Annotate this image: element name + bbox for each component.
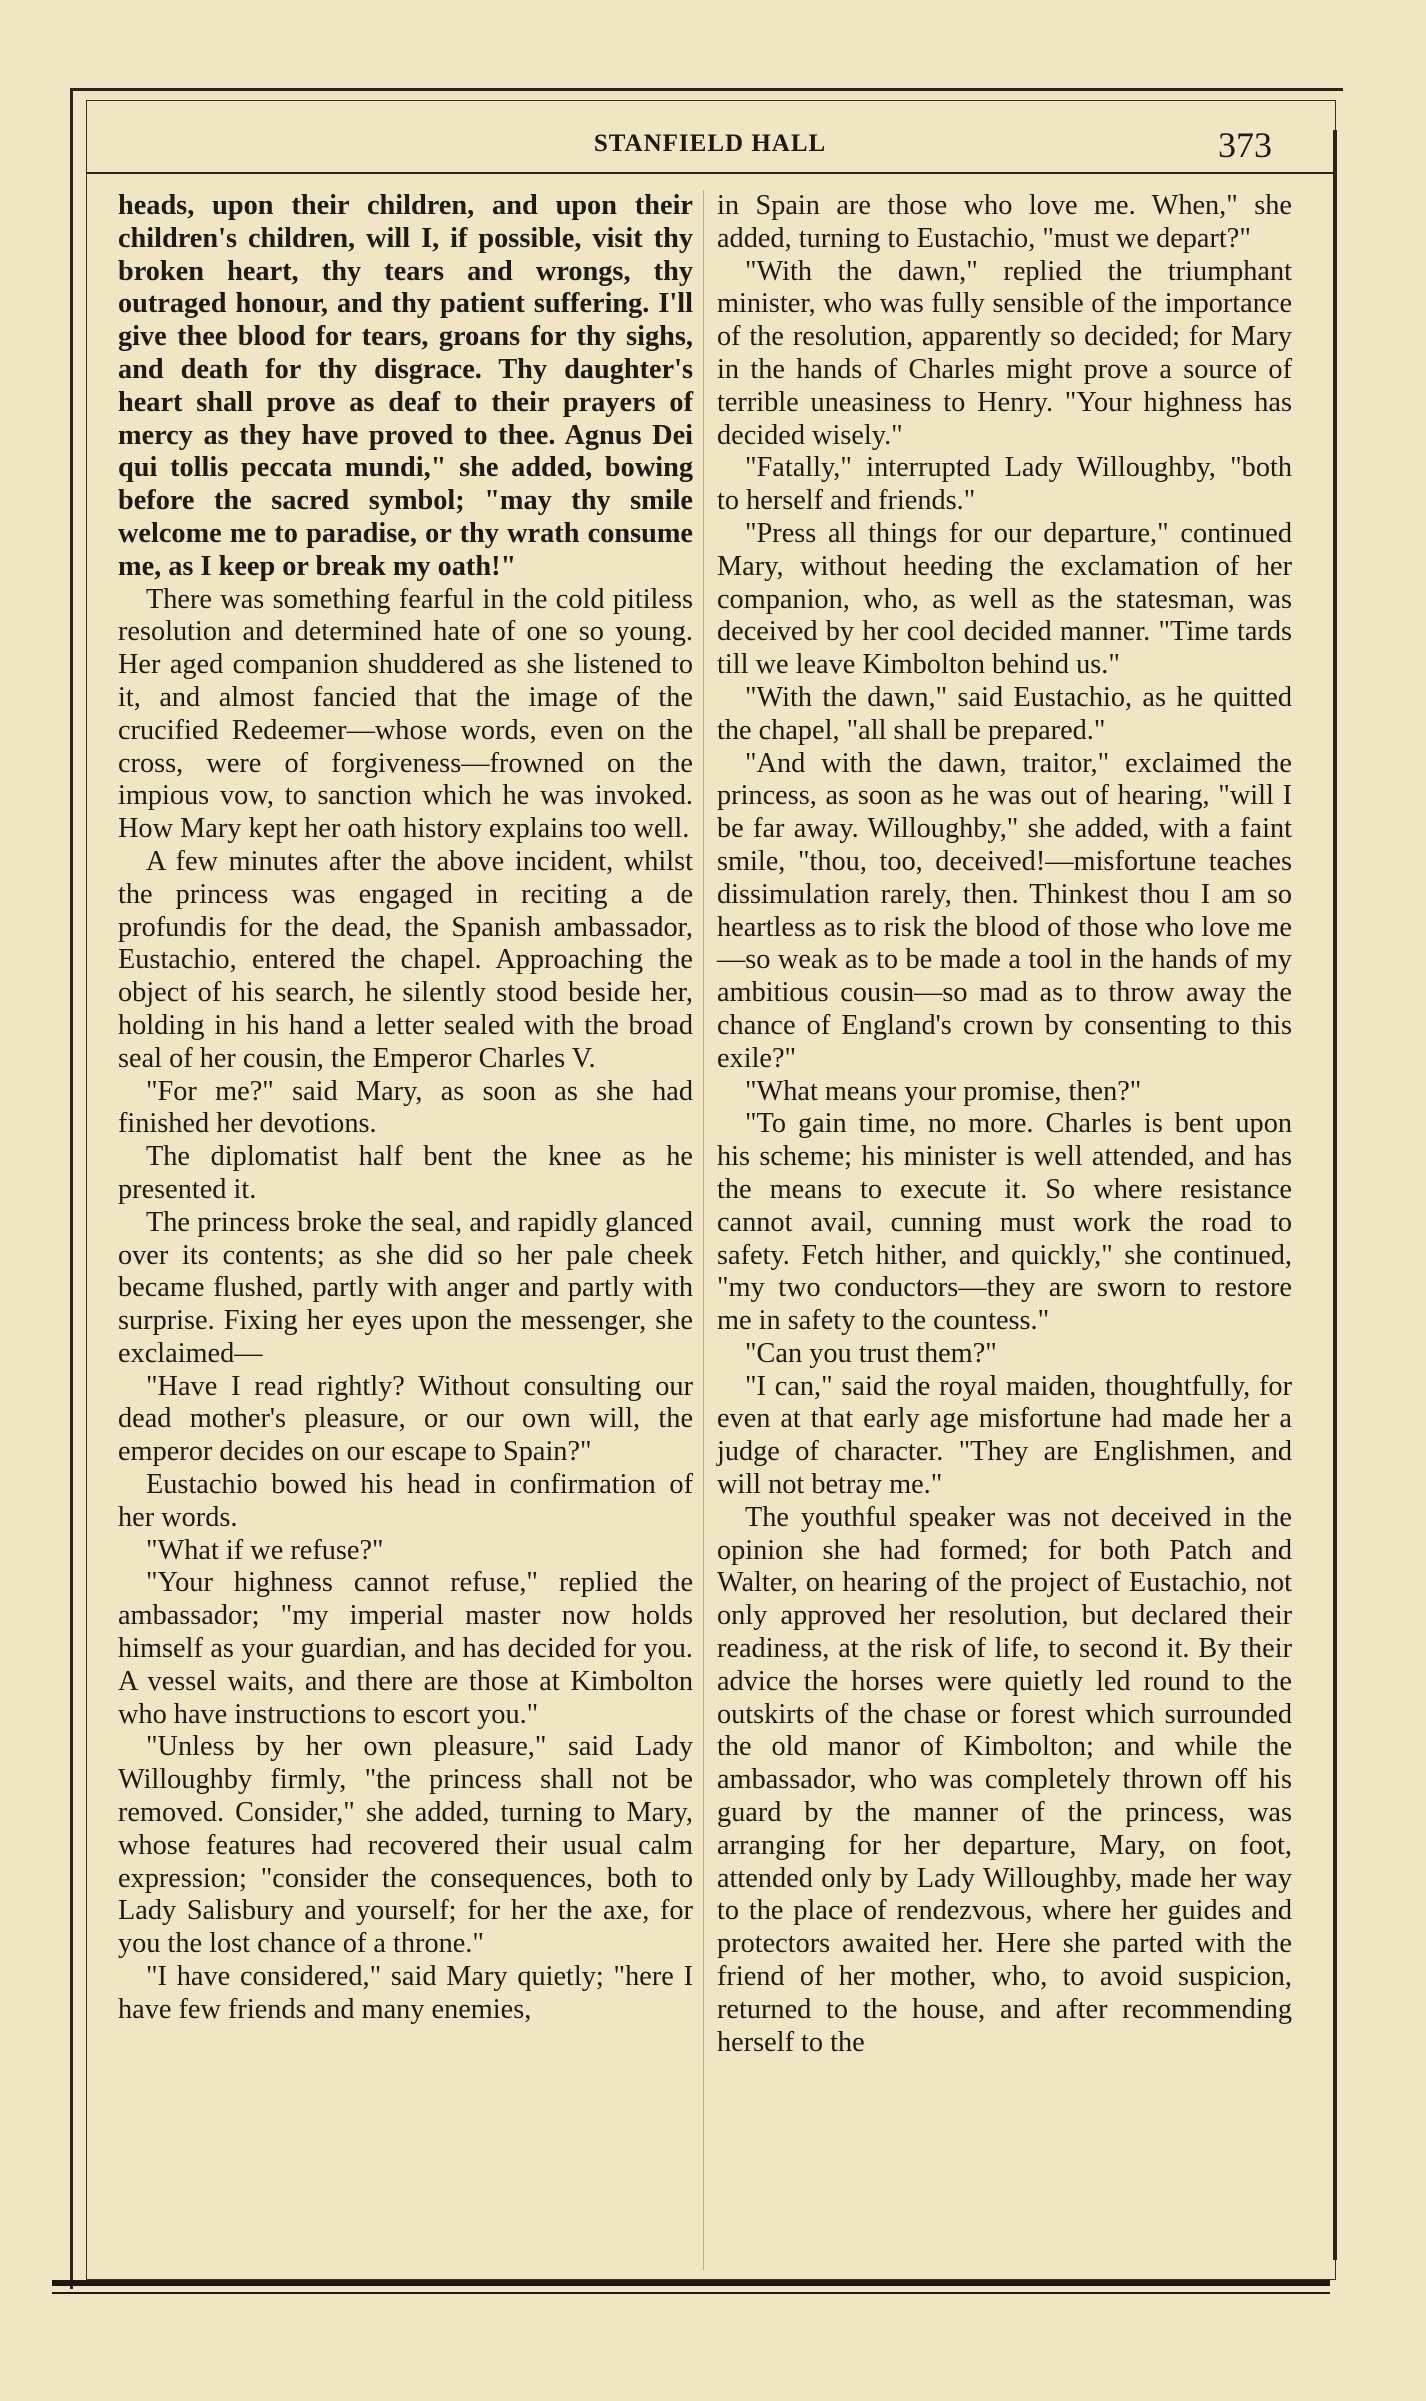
right-column [717,190,1292,2059]
paragraph: "Have I read rightly? Without consulting our dead mother's pleasure, or our own will, the emperor decides on our escape to Spain?" [118,1370,693,1468]
paragraph: "Your highness cannot refuse," replied the ambassador; "my imperial master now holds himself as your guardian, and has decided for you. A vessel waits, and there are those at Kimbolton who have instructions to escort you." [118,1567,693,1730]
running-head: STANFIELD HALL [593,130,827,157]
column-divider [703,190,704,2270]
page-header [86,112,1334,174]
paragraph: "I have considered," said Mary quietly; "here I have few friends and many enemies, [118,1961,693,2025]
paragraph: "And with the dawn, traitor," exclaimed the princess, as soon as he was out of hearing, "will I be far away. Willoughby," she added, with a faint smile, "thou, too, deceived!—misfortune teaches dissimulation rarely, then. Thinkest thou I am so heartless as to risk the blood of those who love me—so weak as to be made a tool in the hands of my ambitious cousin—so mad as to throw away the chance of England's crown by consenting to this exile?" [717,747,1292,1074]
right-border-rule [1333,130,1337,2260]
paragraph: Eustachio bowed his head in confirmation of her words. [118,1469,693,1533]
paragraph: "For me?" said Mary, as soon as she had finished her devotions. [118,1075,693,1140]
paragraph: "To gain time, no more. Charles is bent upon his scheme; his minister is well attended, and has the means to execute it. So where resistance cannot avail, cunning must work the road to safety. Fetch hither, and quickly," she continued, "my two conductors—they are sworn to restore me in safety to the countess." [717,1108,1292,1337]
paragraph: in Spain are those who love me. When," she added, turning to Eustachio, "must we depart?" [717,190,1292,254]
paragraph: "Unless by her own pleasure," said Lady Willoughby firmly, "the princess shall not be removed. Consider," she added, turning to Mary, whose features had recovered their usual calm expression; "consider the consequences, both to Lady Salisbury and yourself; for her the axe, for you the lost chance of a throne." [118,1731,693,1960]
bottom-rule [52,2280,1330,2286]
paragraph: "Fatally," interrupted Lady Willoughby, "both to herself and friends." [717,452,1292,517]
paragraph: heads, upon their children, and upon their children's children, will I, if possible, visit thy broken heart, thy tears and wrongs, thy outraged honour, and thy patient suffering. I'll give thee blood for tears, groans for thy sighs, and death for thy disgrace. Thy daughter's heart shall prove as deaf to their prayers of mercy as they have proved to thee. Agnus Dei qui tollis peccata mundi," she added, bowing before the sacred symbol; "may thy smile welcome me to paradise, or thy wrath consume me, as I keep or break my oath!" [118,190,693,582]
left-column [118,190,693,2027]
bottom-rule-thin [52,2292,1330,2294]
paragraph: "What if we refuse?" [146,1534,384,1566]
page-number: 373 [1218,125,1272,165]
paragraph: "I can," said the royal maiden, thoughtfully, for even at that early age misfortune had made her a judge of character. "They are Englishmen, and will not betray me." [717,1370,1292,1501]
paragraph: A few minutes after the above incident, whilst the princess was engaged in reciting a de profundis for the dead, the Spanish ambassador, Eustachio, entered the chapel. Approaching the object of his search, he silently stood beside her, holding in his hand a letter sealed with the broad seal of her cousin, the Emperor Charles V. [118,845,693,1074]
paragraph: The princess broke the seal, and rapidly glanced over its contents; as she did so her pale cheek became flushed, partly with anger and partly with surprise. Fixing her eyes upon the messenger, she exclaimed— [118,1206,693,1369]
paragraph: "Press all things for our departure," continued Mary, without heeding the exclamation of her companion, who, as well as the statesman, was deceived by her cool decided manner. "Time tards till we leave Kimbolton behind us." [717,517,1292,681]
paragraph: There was something fearful in the cold pitiless resolution and determined hate of one so young. Her aged companion shuddered as she listened to it, and almost fancied that the image of the crucified Redeemer—whose words, even on the cross, were of forgiveness—frowned on the impious vow, to sanction which he was invoked. How Mary kept her oath history explains too well. [118,583,693,845]
paragraph: "Can you trust them?" [745,1337,997,1369]
paragraph: "With the dawn," replied the triumphant minister, who was fully sensible of the importance of the resolution, apparently so decided; for Mary in the hands of Charles might prove a source of terrible uneasiness to Henry. "Your highness has decided wisely." [717,255,1292,451]
paragraph: The youthful speaker was not deceived in the opinion she had formed; for both Patch and Walter, on hearing of the project of Eustachio, not only approved her resolution, but declared their readiness, at the risk of life, to second it. By their advice the horses were quietly led round to the outskirts of the chase or forest which surrounded the old manor of Kimbolton; and while the ambassador, who was completely thrown off his guard by the manner of the princess, was arranging for her departure, Mary, on foot, attended only by Lady Willoughby, made her way to the place of rendezvous, where her guides and protectors awaited her. Here she parted with the friend of her mother, who, to avoid suspicion, returned to the house, and after recommending herself to the [717,1501,1292,2058]
paragraph: "With the dawn," said Eustachio, as he quitted the chapel, "all shall be prepared." [717,681,1292,746]
paragraph: "What means your promise, then?" [745,1075,1142,1107]
paragraph: The diplomatist half bent the knee as he presented it. [118,1141,693,1205]
